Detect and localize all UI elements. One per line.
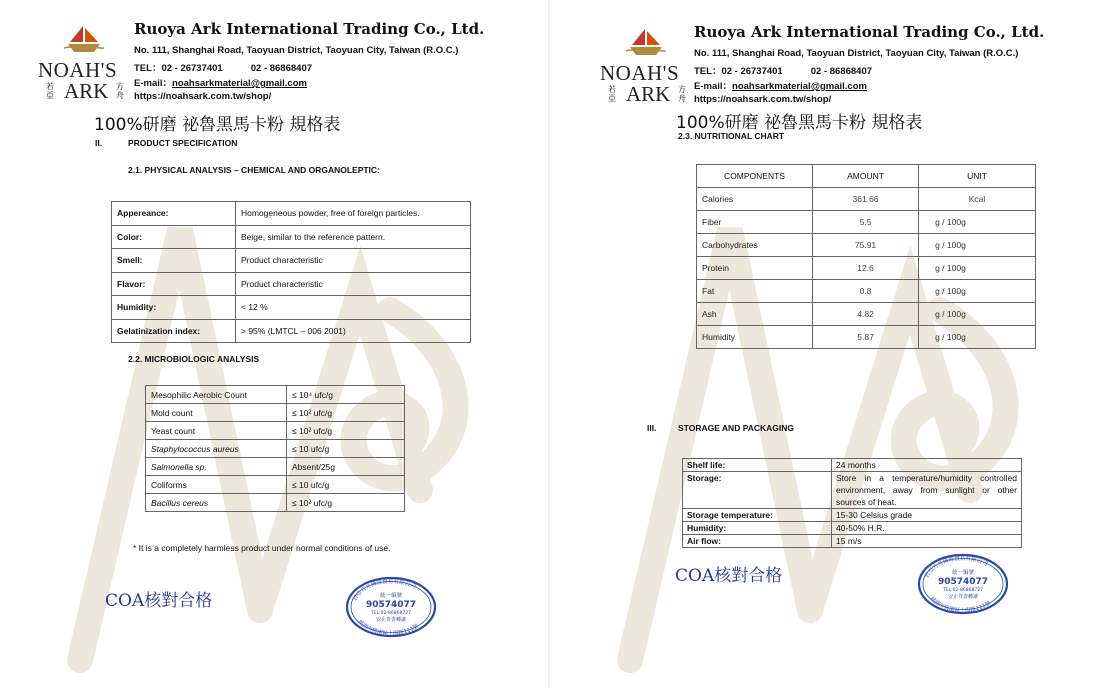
- component-unit: g / 100g: [919, 211, 1036, 234]
- storage-value: 24 months: [832, 459, 1022, 472]
- storage-value: Store in a temperature/humidity controlled environment, away from sunlight or other sources of heat.: [832, 472, 1022, 509]
- component-amount: 4.82: [813, 303, 919, 326]
- document-title: 100%研磨 祕魯黑馬卡粉 規格表: [94, 115, 341, 135]
- table-row: [146, 404, 405, 422]
- physical-analysis-title: 2.1. PHYSICAL ANALYSIS – CHEMICAL AND ORGANOLEPTIC:: [128, 165, 380, 175]
- table-row: [146, 494, 405, 512]
- micro-value: Absent/25g: [287, 458, 405, 476]
- seal-line3: TEL:02-86868727: [371, 611, 411, 616]
- seal-line4: 安止背書轉讓: [947, 594, 979, 600]
- table-row: [697, 211, 1036, 234]
- table-row: [146, 476, 405, 494]
- table-row: [146, 458, 405, 476]
- tel: TEL：02 - 26737401: [694, 66, 783, 77]
- table-row: [146, 386, 405, 404]
- safety-note: * It is a completely harmless product under normal conditions of use.: [133, 543, 391, 553]
- storage-section-number: III.: [647, 423, 657, 433]
- company-name: Ruoya Ark International Trading Co., Ltd.: [694, 23, 1045, 41]
- micro-label: Bacillus cereus: [146, 494, 287, 512]
- table-row: [112, 296, 471, 320]
- storage-value: 15-30 Celsius grade: [832, 509, 1022, 522]
- component-name: Carbohydrates: [697, 234, 813, 257]
- seal-line1: 統一編號: [379, 593, 403, 599]
- component-unit: g / 100g: [919, 303, 1036, 326]
- micro-label: Coliforms: [146, 476, 287, 494]
- table-row: [697, 303, 1036, 326]
- property-value: > 95% (LMTCL – 006 2001): [236, 319, 471, 343]
- table-row: [697, 326, 1036, 349]
- logo-brand-line2: ARK: [626, 82, 671, 106]
- logo-cn-left: 若亞: [608, 85, 616, 103]
- seal-top-text: 若亞方舟國際貿易有限公司: [352, 578, 417, 603]
- component-amount: 5.87: [813, 326, 919, 349]
- company-tel: [134, 60, 312, 74]
- table-row: [146, 422, 405, 440]
- email-link[interactable]: noahsarkmaterial@gmail.com: [732, 81, 867, 92]
- coa-approved-text: COA核對合格: [675, 566, 783, 586]
- section-number: II.: [95, 138, 103, 148]
- micro-label: Staphylococcus aureus: [146, 440, 287, 458]
- component-name: Fat: [697, 280, 813, 303]
- seal-line2: 90574077: [365, 600, 417, 610]
- logo-cn-right: 方舟: [116, 82, 124, 100]
- company-email: E-mail：noahsarkmaterial@gmail.com: [694, 81, 867, 92]
- email-link[interactable]: noahsarkmaterial@gmail.com: [172, 78, 307, 89]
- seal-top-text: 若亞方舟國際貿易有限公司: [924, 555, 989, 580]
- table-row: [683, 509, 1022, 522]
- logo-brand-line1: NOAH'S: [38, 58, 118, 82]
- section-title: PRODUCT SPECIFICATION: [128, 138, 238, 148]
- table-row: [112, 202, 471, 226]
- logo-cn-left: 若亞: [46, 82, 54, 100]
- micro-label: Salmonella sp.: [146, 458, 287, 476]
- company-tel: [694, 63, 872, 77]
- seal-line3: TEL:02-86868727: [943, 588, 983, 593]
- micro-value: ≤ 10² ufc/g: [287, 494, 405, 512]
- logo-cn-right: 方舟: [678, 85, 686, 103]
- storage-value: 15 m/s: [832, 535, 1022, 548]
- document-title: 100%研磨 祕魯黑馬卡粉 規格表: [676, 113, 923, 133]
- table-row: [697, 257, 1036, 280]
- table-row: [683, 535, 1022, 548]
- company-address: No. 111, Shanghai Road, Taoyuan District, Taoyuan City, Taiwan (R.O.C.): [134, 45, 459, 56]
- table-row: [683, 472, 1022, 509]
- property-value: Homogeneous powder, free of foreign particles.: [236, 202, 471, 226]
- logo-brand-line2: ARK: [64, 79, 109, 103]
- company-email: E-mail：noahsarkmaterial@gmail.com: [134, 78, 307, 89]
- property-label: Smell:: [112, 249, 236, 273]
- storage-label: Storage temperature:: [683, 509, 832, 522]
- table-row: [683, 522, 1022, 535]
- micro-value: ≤ 10⁴ ufc/g: [287, 386, 405, 404]
- table-row: [112, 225, 471, 249]
- company-name: Ruoya Ark International Trading Co., Ltd.: [134, 20, 485, 38]
- table-row: [683, 459, 1022, 472]
- micro-value: ≤ 10 ufc/g: [287, 476, 405, 494]
- col-header-amount: AMOUNT: [813, 165, 919, 188]
- table-row: [697, 188, 1036, 211]
- table-row: [146, 440, 405, 458]
- property-label: Appereance:: [112, 202, 236, 226]
- component-amount: 75.91: [813, 234, 919, 257]
- component-name: Protein: [697, 257, 813, 280]
- table-row: [697, 280, 1036, 303]
- seal-line4: 安止背書轉讓: [375, 617, 407, 623]
- seal-bottom-text: 桃園市桃園區上海路111號: [928, 596, 992, 615]
- component-unit: Kcal: [919, 188, 1036, 211]
- table-row: [112, 319, 471, 343]
- physical-analysis-table: [111, 201, 471, 343]
- table-row: [697, 234, 1036, 257]
- property-label: Gelatinization index:: [112, 319, 236, 343]
- tel: TEL：02 - 26737401: [134, 63, 223, 74]
- component-name: Humidity: [697, 326, 813, 349]
- logo-brand-line1: NOAH'S: [600, 61, 680, 85]
- storage-label: Humidity:: [683, 522, 832, 535]
- property-value: < 12 %: [236, 296, 471, 320]
- property-label: Humidity:: [112, 296, 236, 320]
- component-amount: 5.5: [813, 211, 919, 234]
- micro-value: ≤ 10 ufc/g: [287, 440, 405, 458]
- component-amount: 12.6: [813, 257, 919, 280]
- table-row: [112, 272, 471, 296]
- ship-icon: [62, 24, 106, 54]
- ship-icon: [624, 27, 668, 57]
- property-value: Product characteristic: [236, 249, 471, 273]
- storage-label: Storage:: [683, 472, 832, 509]
- microbiologic-analysis-title: 2.2. MICROBIOLOGIC ANALYSIS: [128, 354, 260, 364]
- property-label: Color:: [112, 225, 236, 249]
- component-unit: g / 100g: [919, 234, 1036, 257]
- micro-label: Mold count: [146, 404, 287, 422]
- coa-approved-text: COA核對合格: [105, 591, 213, 611]
- property-label: Flavor:: [112, 272, 236, 296]
- page-right: [550, 0, 1100, 688]
- nutritional-table: [696, 164, 1036, 349]
- property-value: Product characteristic: [236, 272, 471, 296]
- micro-value: ≤ 10² ufc/g: [287, 422, 405, 440]
- seal-line1: 統一編號: [951, 570, 975, 576]
- fax: 02 - 86868407: [810, 66, 873, 77]
- storage-section-title: STORAGE AND PACKAGING: [678, 423, 795, 433]
- company-seal-stamp: [345, 576, 437, 638]
- micro-label: Yeast count: [146, 422, 287, 440]
- company-seal-stamp: [917, 553, 1009, 615]
- seal-bottom-text: 桃園市桃園區上海路111號: [356, 619, 420, 638]
- fax: 02 - 86868407: [250, 63, 313, 74]
- table-row: [112, 249, 471, 273]
- property-value: Beige, similar to the reference pattern.: [236, 225, 471, 249]
- col-header-components: COMPONENTS: [697, 165, 813, 188]
- company-website[interactable]: https://noahsark.com.tw/shop/: [134, 91, 272, 102]
- component-name: Ash: [697, 303, 813, 326]
- component-amount: 361.66: [813, 188, 919, 211]
- company-logo: [36, 22, 132, 108]
- company-logo-right: [598, 25, 694, 111]
- microbiologic-table: [145, 385, 405, 512]
- col-header-unit: UNIT: [919, 165, 1036, 188]
- micro-label: Mesophilic Aerobic Count: [146, 386, 287, 404]
- component-unit: g / 100g: [919, 280, 1036, 303]
- component-amount: 0.8: [813, 280, 919, 303]
- company-address: No. 111, Shanghai Road, Taoyuan District, Taoyuan City, Taiwan (R.O.C.): [694, 48, 1019, 59]
- component-name: Fiber: [697, 211, 813, 234]
- component-unit: g / 100g: [919, 326, 1036, 349]
- company-website[interactable]: https://noahsark.com.tw/shop/: [694, 94, 832, 105]
- storage-table: [682, 458, 1022, 548]
- component-name: Calories: [697, 188, 813, 211]
- component-unit: g / 100g: [919, 257, 1036, 280]
- storage-value: 40-50% H.R.: [832, 522, 1022, 535]
- micro-value: ≤ 10² ufc/g: [287, 404, 405, 422]
- storage-label: Shelf life:: [683, 459, 832, 472]
- nutritional-chart-title: 2.3. NUTRITIONAL CHART: [678, 131, 785, 141]
- seal-line2: 90574077: [937, 577, 989, 587]
- storage-label: Air flow:: [683, 535, 832, 548]
